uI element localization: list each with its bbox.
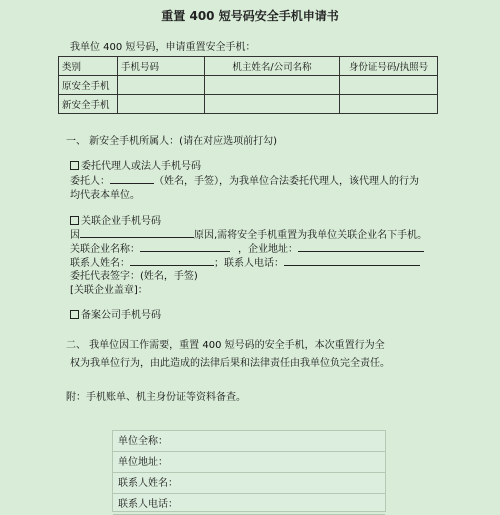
delegate-label: 委托人： xyxy=(70,176,110,187)
contact-name-blank[interactable] xyxy=(130,255,214,266)
phone-table xyxy=(58,56,438,114)
reason-text: 原因,需将安全手机重置为我单位关联企业名下手机。 xyxy=(194,230,428,241)
table-row xyxy=(59,95,438,114)
field-company-full-name[interactable]: 单位全称： xyxy=(113,431,385,452)
table-header-row xyxy=(59,57,438,76)
option3-line xyxy=(70,306,161,321)
field-contact-phone[interactable]: 联系人电话： xyxy=(113,494,385,515)
document-title: 重置 400 短号码安全手机申请书 xyxy=(161,9,339,23)
row-label-old: 原安全手机 xyxy=(59,76,118,95)
header-phone: 手机号码 xyxy=(118,57,205,76)
new-phone-cell[interactable] xyxy=(118,95,205,114)
delegate-text: （姓名，手签），为我单位合法委托代理人，该代理人的行为 xyxy=(154,176,419,187)
contact-phone-label: ；联系人电话： xyxy=(214,258,284,269)
header-id: 身份证号码/执照号 xyxy=(340,57,438,76)
new-owner-cell[interactable] xyxy=(205,95,340,114)
section2-line2: 权为我单位行为，由此造成的法律后果和法律责任由我单位负完全责任。 xyxy=(70,358,390,369)
company-addr-blank[interactable] xyxy=(298,241,424,252)
option2-title: 关联企业手机号码 xyxy=(81,216,161,227)
delegate-name-blank[interactable] xyxy=(110,173,154,184)
contact-phone-blank[interactable] xyxy=(284,255,420,266)
field-contact-name[interactable]: 联系人姓名： xyxy=(113,473,385,494)
company-name-label: 关联企业名称： xyxy=(70,244,140,255)
old-phone-cell[interactable] xyxy=(118,76,205,95)
intro-text: 我单位 400 短号码，申请重置安全手机： xyxy=(70,42,256,53)
company-line xyxy=(70,240,424,255)
option3-checkbox[interactable] xyxy=(70,310,79,319)
option1-title: 委托代理人或法人手机号码 xyxy=(81,161,201,172)
field-company-address[interactable]: 单位地址： xyxy=(113,452,385,473)
seal-line: [关联企业盖章]： xyxy=(70,285,148,296)
header-owner: 机主姓名/公司名称 xyxy=(205,57,340,76)
section2-line1: 二、 我单位因工作需要，重置 400 短号码的安全手机，本次重置行为全 xyxy=(66,340,385,351)
option2-checkbox[interactable] xyxy=(70,216,79,225)
option1-line xyxy=(70,157,201,172)
option1-delegate-line xyxy=(70,172,419,187)
option2-reason-line xyxy=(70,226,427,241)
section1-heading: 一、 新安全手机所属人：(请在对应选项前打勾) xyxy=(66,136,277,147)
table-row xyxy=(59,76,438,95)
reason-blank[interactable] xyxy=(80,227,194,238)
rep-sign-line: 委托代表签字：(姓名，手签) xyxy=(70,271,198,282)
row-label-new: 新安全手机 xyxy=(59,95,118,114)
attachment-note: 附：手机账单、机主身份证等资料备查。 xyxy=(66,392,246,403)
contact-name-label: 联系人姓名： xyxy=(70,258,130,269)
company-name-blank[interactable] xyxy=(140,241,230,252)
header-category: 类别 xyxy=(59,57,118,76)
reason-prefix: 因 xyxy=(70,230,80,241)
option1-delegate-line2: 均代表本单位。 xyxy=(70,190,140,201)
old-id-cell[interactable] xyxy=(340,76,438,95)
option2-line xyxy=(70,212,161,227)
option3-title: 备案公司手机号码 xyxy=(81,310,161,321)
old-owner-cell[interactable] xyxy=(205,76,340,95)
company-addr-label: ，企业地址： xyxy=(238,244,298,255)
new-id-cell[interactable] xyxy=(340,95,438,114)
option1-checkbox[interactable] xyxy=(70,161,79,170)
